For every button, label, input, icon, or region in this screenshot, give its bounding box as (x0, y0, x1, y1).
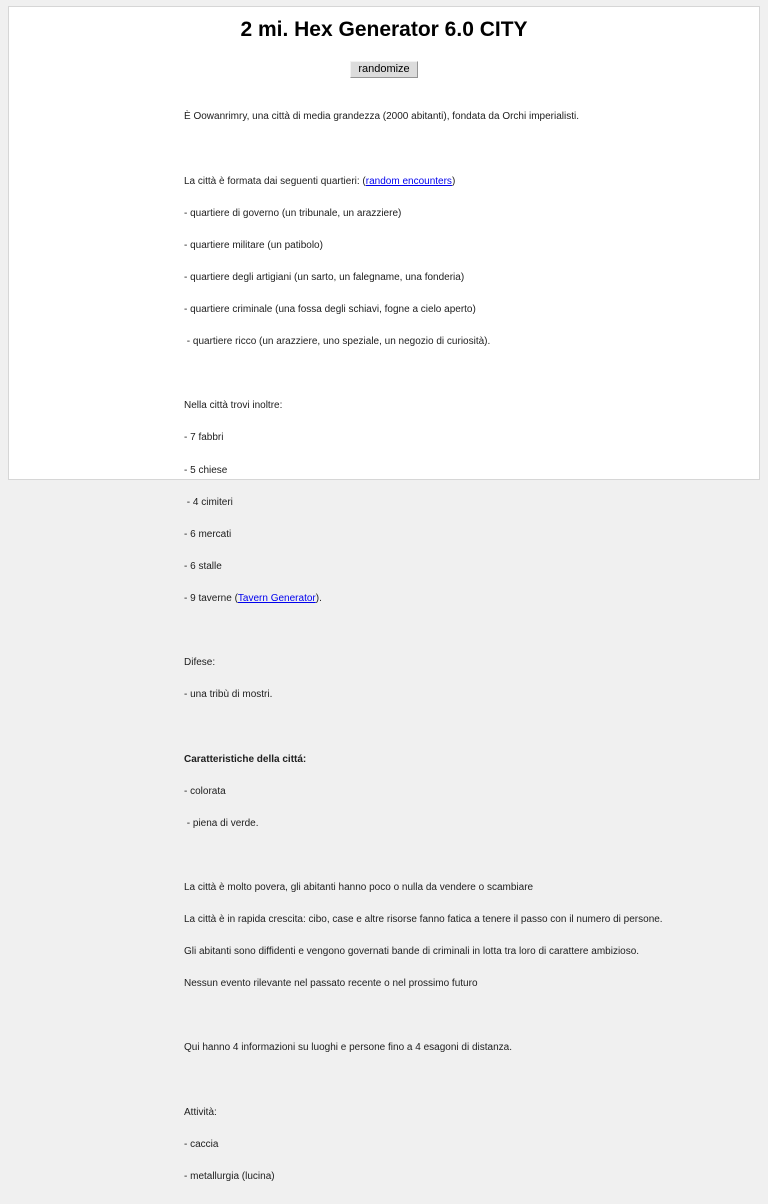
characteristic-item: - colorata (184, 785, 226, 797)
district-item: - quartiere militare (un patibolo) (184, 239, 323, 251)
district-item: - quartiere ricco (un arazziere, uno speziale, un negozio di curiosità). (184, 336, 491, 348)
districts-heading-prefix: La città è formata dai seguenti quartieri: ( (184, 175, 366, 187)
characteristics-section (184, 733, 759, 851)
description-line: La città è in rapida crescita: cibo, case e altre risorse fanno fatica a tenere il passo con il numero di persone. (184, 914, 663, 926)
feature-item: - 7 fabbri (184, 432, 224, 444)
feature-item-taverns (184, 594, 759, 605)
intro-paragraph (184, 91, 759, 145)
district-item: - quartiere degli artigiani (un sarto, un falegname, una fonderia) (184, 271, 465, 283)
feature-item: - 5 chiese (184, 464, 228, 476)
defenses-heading: Difese: (184, 657, 216, 669)
features-heading: Nella città trovi inoltre: (184, 400, 283, 412)
generator-page (9, 7, 759, 1182)
district-item: - quartiere di governo (un tribunale, un arazziere) (184, 207, 402, 219)
rumors-line: Qui hanno 4 informazioni su luoghi e persone fino a 4 esagoni di distanza. (184, 1042, 512, 1054)
generated-city-text (9, 91, 759, 1204)
features-section (184, 380, 759, 626)
feature-item: - 6 mercati (184, 528, 232, 540)
activity-item: - metallurgia (lucina) (184, 1170, 275, 1182)
activities-heading: Attività: (184, 1106, 217, 1118)
districts-heading (184, 177, 759, 188)
description-section (184, 862, 759, 1012)
feature-item: - 4 cimiteri (184, 496, 233, 508)
randomize-button[interactable]: randomize (350, 61, 417, 78)
description-line: Gli abitanti sono diffidenti e vengono governati bande di criminali in lotta tra loro di carattere ambizioso. (184, 946, 640, 958)
description-line: Nessun evento rilevante nel passato recente o nel prossimo futuro (184, 978, 478, 990)
tavern-generator-link[interactable]: Tavern Generator (237, 593, 316, 605)
characteristic-item: - piena di verde. (184, 817, 259, 829)
districts-section (184, 155, 759, 369)
page-title: 2 mi. Hex Generator 6.0 CITY (240, 18, 528, 41)
defenses-section (184, 637, 759, 723)
browser-viewport (8, 6, 760, 1182)
description-line: La città è molto povera, gli abitanti hanno poco o nulla da vendere o scambiare (184, 881, 534, 893)
rumors-section (184, 1022, 759, 1076)
feature-item: - 6 stalle (184, 560, 222, 572)
random-encounters-link[interactable]: random encounters (365, 175, 452, 187)
activities-section (184, 1086, 759, 1204)
characteristics-heading: Caratteristiche della cittá: (184, 753, 307, 765)
defense-item: - una tribù di mostri. (184, 689, 273, 701)
districts-heading-suffix: ) (451, 175, 456, 187)
taverns-prefix: - 9 taverne ( (184, 593, 238, 605)
intro-line: È Oowanrimry, una città di media grandezza (2000 abitanti), fondata da Orchi imperialisti. (184, 111, 580, 123)
activity-item: - caccia (184, 1138, 219, 1150)
randomize-button-row (9, 59, 759, 78)
taverns-suffix: ). (315, 593, 322, 605)
district-item: - quartiere criminale (una fossa degli schiavi, fogne a cielo aperto) (184, 304, 476, 316)
